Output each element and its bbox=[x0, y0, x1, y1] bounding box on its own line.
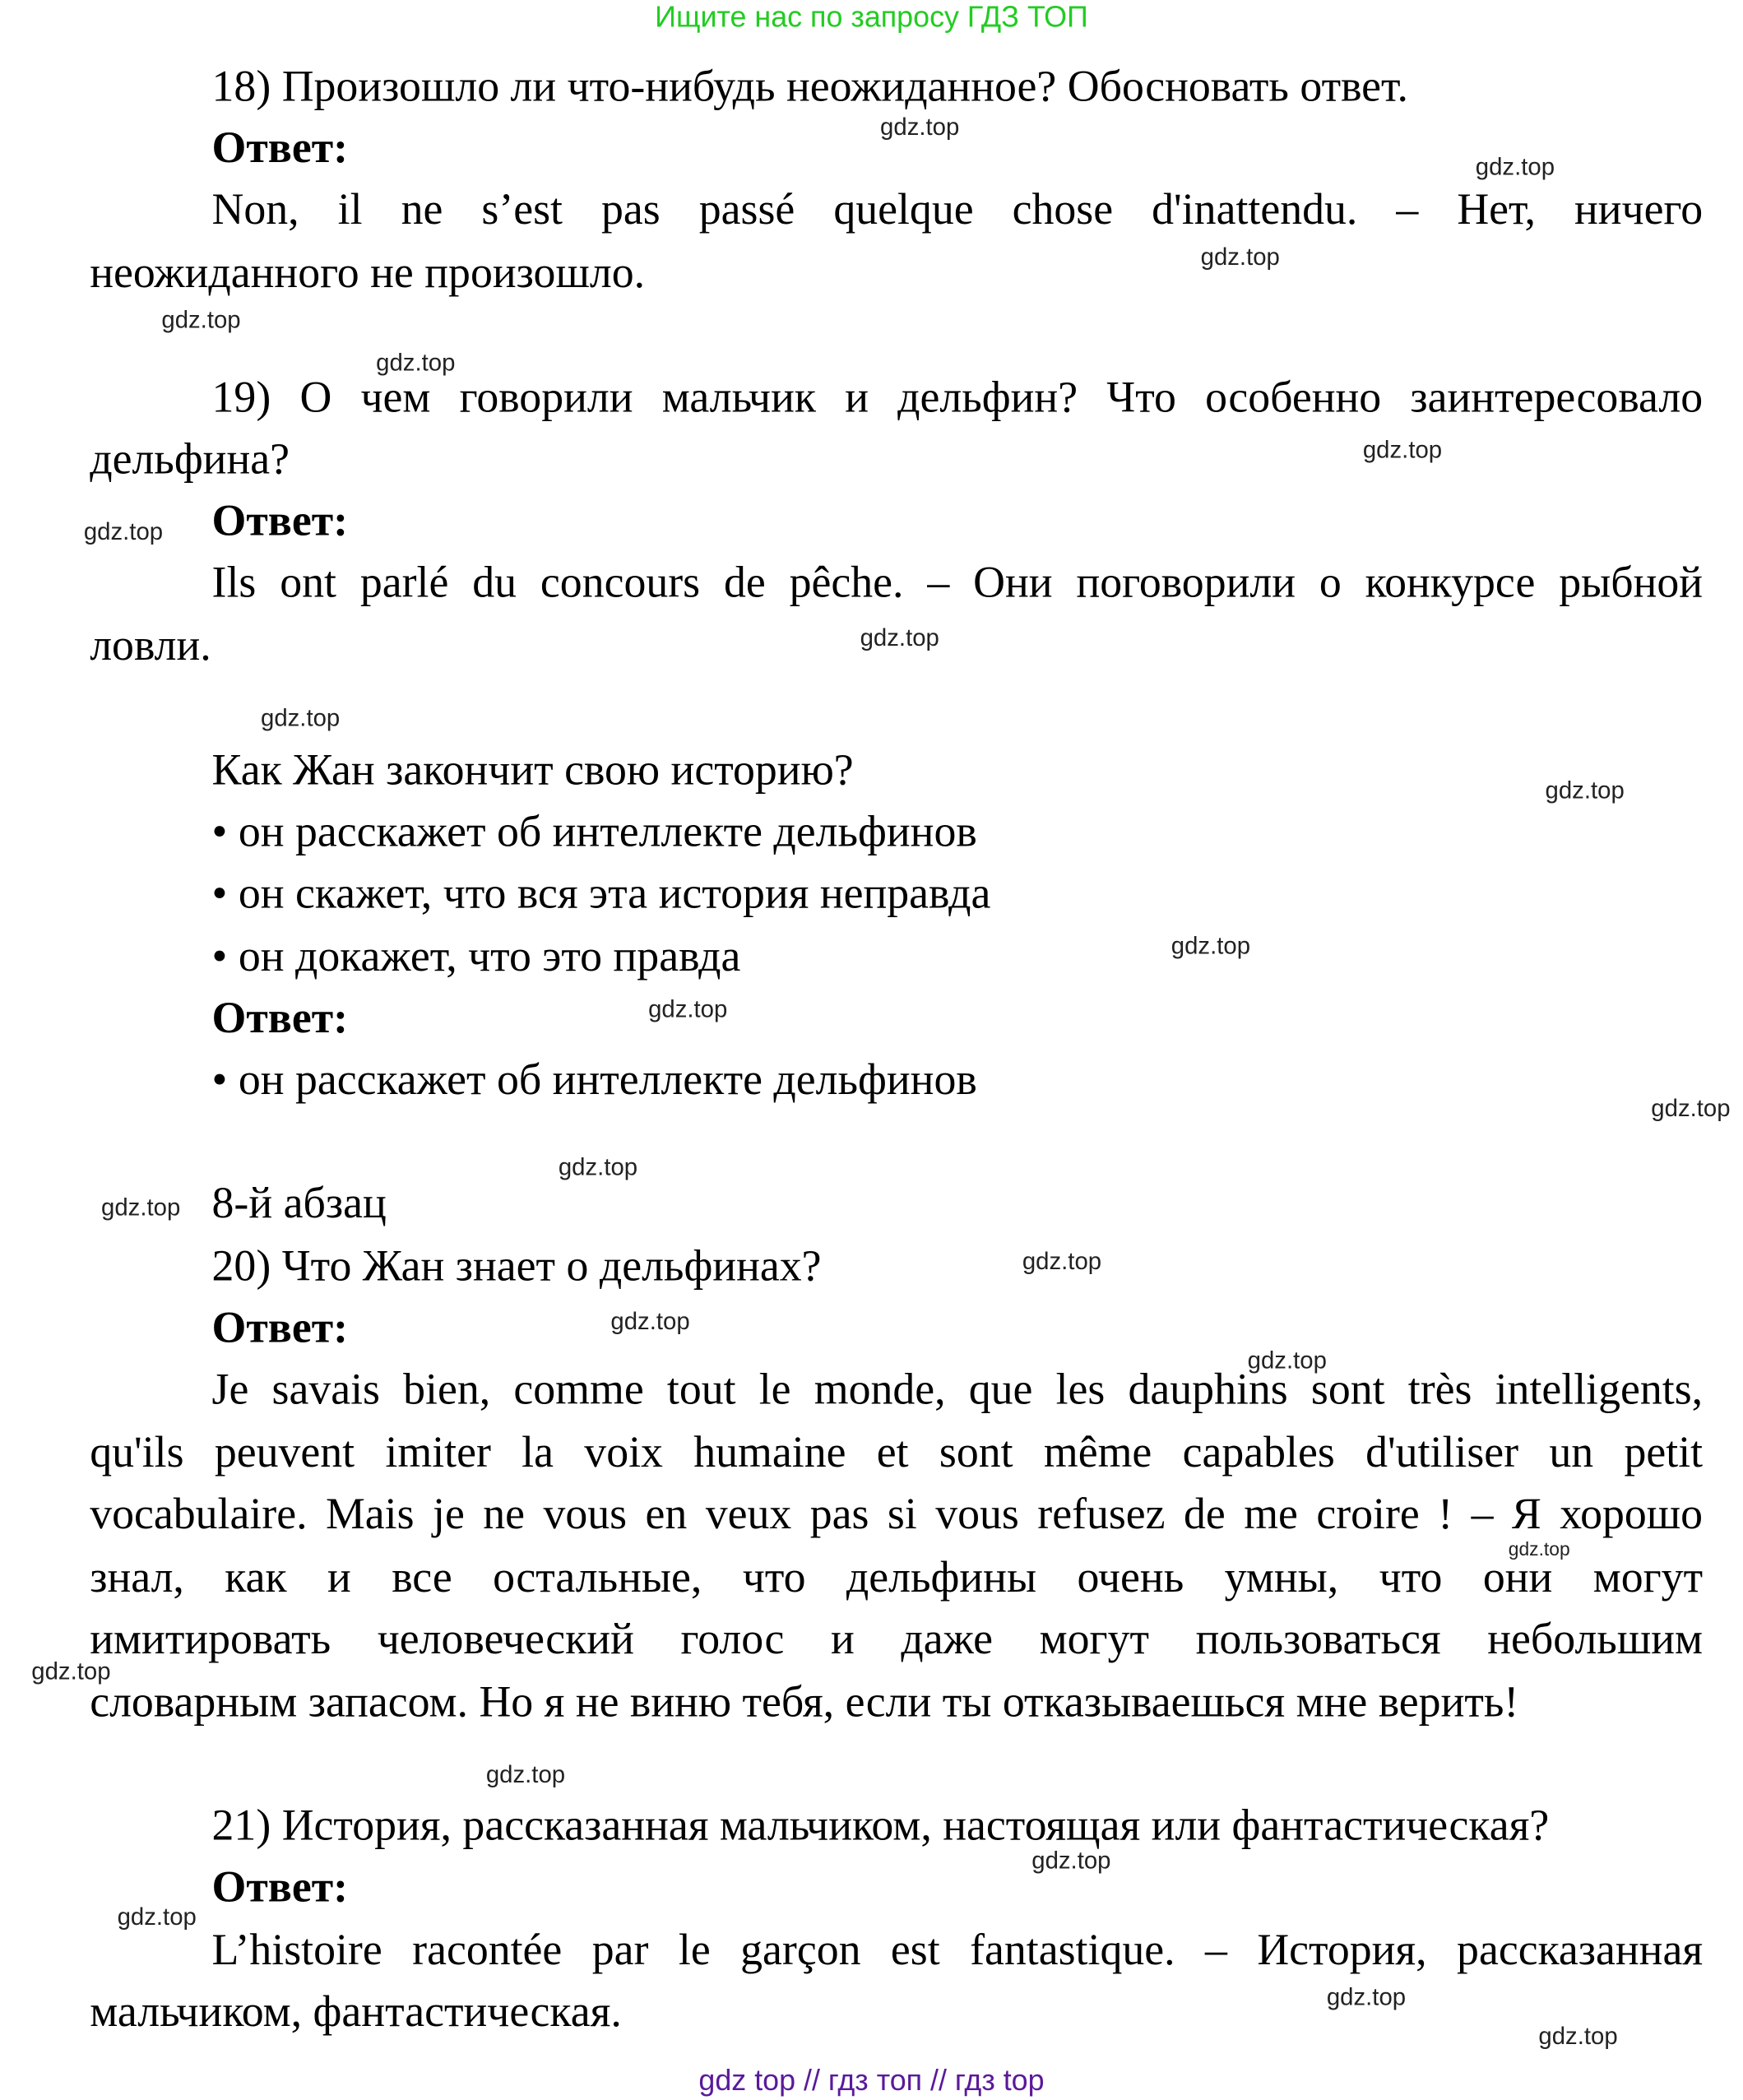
watermark: gdz.top bbox=[31, 1657, 111, 1685]
answer-19-line1: Ils ont parlé du concours de pêche. – Они поговорили о конкурсе рыбной bbox=[211, 559, 1704, 608]
answer-20-line: vocabulaire. Mais je ne vous en veux pas si vous refusez de me croire ! – Я хорошо bbox=[90, 1490, 1704, 1540]
answer-21-line2: мальчиком, фантастическая. bbox=[90, 1988, 622, 2037]
watermark: gdz.top bbox=[376, 349, 456, 377]
watermark: gdz.top bbox=[1022, 1247, 1102, 1275]
watermark: gdz.top bbox=[83, 517, 164, 545]
watermark: gdz.top bbox=[117, 1903, 197, 1931]
question-18: 18) Произошло ли что-нибудь неожиданное? Обосновать ответ. bbox=[211, 63, 1408, 112]
choice-question: Как Жан закончит свою историю? bbox=[211, 746, 854, 795]
watermark: gdz.top bbox=[648, 995, 728, 1022]
watermark: gdz.top bbox=[1508, 1537, 1570, 1560]
answer-20-line: Je savais bien, comme tout le monde, que les dauphins sont très intelligents, bbox=[211, 1365, 1704, 1415]
answer-21-line1: L’histoire racontée par le garçon est fantastique. – История, рассказанная bbox=[211, 1926, 1704, 1975]
answer-18-line1: Non, il ne s’est pas passé quelque chose d'inattendu. – Нет, ничего bbox=[211, 186, 1704, 235]
answer-20-line: имитировать человеческий голос и даже могут пользоваться небольшим bbox=[90, 1616, 1704, 1664]
answer-label: Ответ: bbox=[211, 497, 349, 546]
answer-label: Ответ: bbox=[211, 1863, 349, 1912]
section-heading: 8-й абзац bbox=[211, 1180, 387, 1229]
watermark: gdz.top bbox=[101, 1194, 181, 1222]
watermark: gdz.top bbox=[1651, 1094, 1731, 1122]
watermark: gdz.top bbox=[1545, 776, 1625, 804]
answer-label: Ответ: bbox=[211, 1304, 349, 1353]
watermark: gdz.top bbox=[880, 113, 960, 141]
watermark: gdz.top bbox=[1475, 153, 1555, 181]
answer-20-line: знал, как и все остальные, что дельфины очень умны, что они могут bbox=[90, 1554, 1704, 1602]
site-banner[interactable]: Ищите нас по запросу ГДЗ ТОП bbox=[655, 0, 1088, 34]
answer-18-line2: неожиданного не произошло. bbox=[90, 249, 646, 298]
watermark: gdz.top bbox=[1362, 436, 1443, 464]
choice-answer: • он расскажет об интеллекте дельфинов bbox=[211, 1056, 977, 1106]
answer-20-line: qu'ils peuvent imiter la voix humaine et sont même capables d'utiliser un petit bbox=[90, 1429, 1704, 1478]
watermark: gdz.top bbox=[860, 624, 939, 651]
watermark: gdz.top bbox=[1538, 2022, 1618, 2050]
question-19-line1: 19) О чем говорили мальчик и дельфин? Что особенно заинтересовало bbox=[211, 373, 1704, 423]
watermark: gdz.top bbox=[485, 1761, 566, 1788]
choice-option: • он скажет, что вся эта история неправда bbox=[211, 869, 991, 919]
watermark: gdz.top bbox=[610, 1308, 690, 1335]
watermark: gdz.top bbox=[161, 306, 241, 334]
choice-option: • он докажет, что это правда bbox=[211, 933, 741, 982]
question-21: 21) История, рассказанная мальчиком, настоящая или фантастическая? bbox=[211, 1801, 1550, 1851]
question-20: 20) Что Жан знает о дельфинах? bbox=[211, 1243, 822, 1291]
choice-option: • он расскажет об интеллекте дельфинов bbox=[211, 808, 977, 857]
answer-20-line: словарным запасом. Но я не виню тебя, если ты отказываешься мне верить! bbox=[90, 1678, 1519, 1727]
watermark: gdz.top bbox=[1326, 1983, 1407, 2011]
answer-19-line2: ловли. bbox=[90, 622, 211, 670]
watermark: gdz.top bbox=[1200, 243, 1280, 271]
footer-links[interactable]: gdz top // гдз топ // гдз top bbox=[698, 2063, 1045, 2098]
watermark: gdz.top bbox=[1170, 932, 1251, 960]
watermark: gdz.top bbox=[1031, 1847, 1111, 1874]
answer-label: Ответ: bbox=[211, 124, 349, 174]
watermark: gdz.top bbox=[1247, 1347, 1327, 1374]
watermark: gdz.top bbox=[558, 1153, 638, 1181]
question-19-line2: дельфина? bbox=[90, 435, 290, 484]
answer-label: Ответ: bbox=[211, 994, 349, 1044]
watermark: gdz.top bbox=[260, 704, 341, 732]
